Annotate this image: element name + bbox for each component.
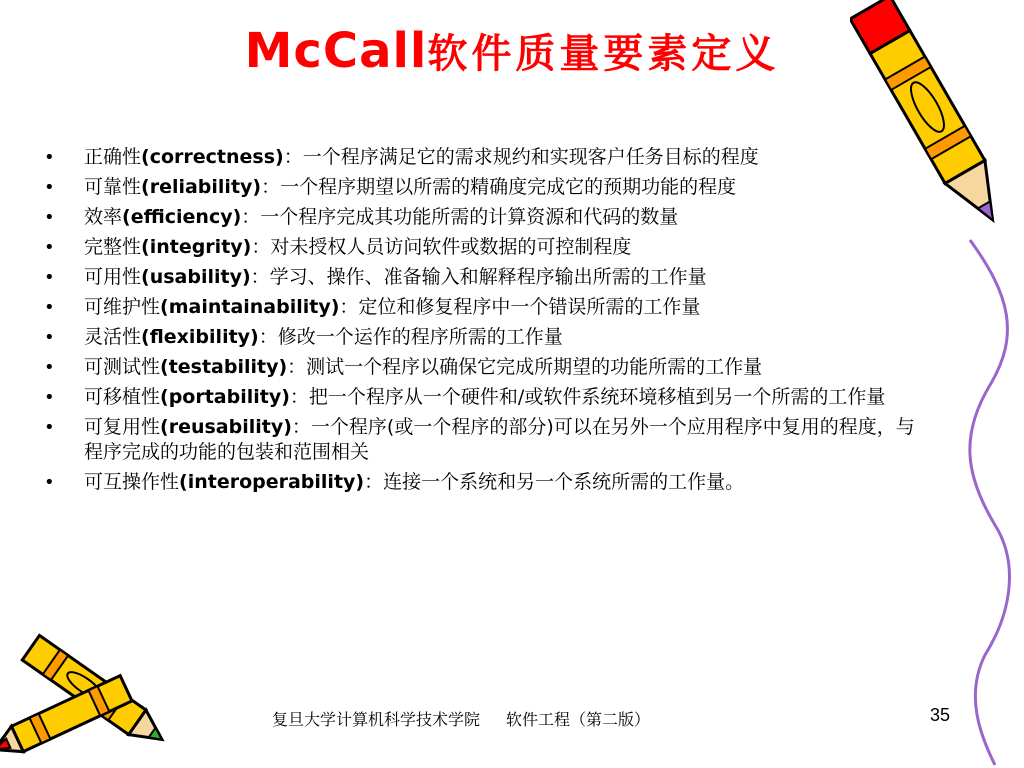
factor-zh: 可用性 [84,266,142,288]
factor-desc: ：连接一个系统和另一个系统所需的工作量。 [364,471,745,493]
factor-en: (flexibility) [141,326,259,348]
title-cjk: 软件质量要素定义 [427,31,780,77]
crayons-bottom-left-icon [0,620,180,768]
list-item [44,355,924,380]
crayon-top-right-icon [850,0,1020,250]
factor-zh: 正确性 [84,146,142,168]
title-latin: McCall [244,23,428,79]
factor-zh: 效率 [84,206,123,228]
bullet-icon: • [44,237,55,258]
factor-en: (reusability) [160,416,292,438]
bullet-icon: • [44,327,55,348]
list-item [44,175,924,200]
factor-en: (testability) [160,356,288,378]
page-number: 35 [930,705,951,725]
factor-desc: ：把一个程序从一个硬件和/或软件系统环境移植到另一个所需的工作量 [289,386,886,408]
list-item [44,145,924,170]
factor-en: (usability) [141,266,251,288]
list-item [44,385,924,410]
factor-zh: 完整性 [84,236,142,258]
factor-zh: 可移植性 [84,386,161,408]
wavy-line-icon [950,235,1024,768]
bullet-icon: • [44,297,55,318]
factor-desc: ：一个程序期望以所需的精确度完成它的预期功能的程度 [261,176,737,198]
factor-zh: 可维护性 [84,296,161,318]
factor-en: (maintainability) [160,296,340,318]
factor-desc: ：对未授权人员访问软件或数据的可控制程度 [251,236,632,258]
bullet-icon: • [44,207,55,228]
factor-zh: 可复用性 [84,416,161,438]
quality-factor-list [44,145,924,500]
factor-desc: ：一个程序(或一个程序的部分)可以在另外一个应用程序中复用的程度，与程序完成的功能的包装和范围相关 [84,416,915,463]
bullet-icon: • [44,147,55,168]
bullet-icon: • [44,417,55,438]
factor-desc: ：一个程序完成其功能所需的计算资源和代码的数量 [241,206,679,228]
factor-en: (integrity) [141,236,252,258]
list-item [44,205,924,230]
footer [272,707,650,730]
factor-zh: 可互操作性 [84,471,180,493]
factor-zh: 可靠性 [84,176,142,198]
factor-en: (interoperability) [179,471,365,493]
list-item [44,325,924,350]
factor-en: (efficiency) [122,206,242,228]
list-item [44,470,924,495]
footer-institution: 复旦大学计算机科学技术学院 [272,710,481,729]
list-item [44,295,924,320]
bullet-icon: • [44,177,55,198]
factor-en: (correctness) [141,146,284,168]
bullet-icon: • [44,472,55,493]
list-item [44,265,924,290]
factor-zh: 可测试性 [84,356,161,378]
footer-course: 软件工程（第二版） [506,710,651,729]
bullet-icon: • [44,267,55,288]
list-item [44,415,924,465]
factor-desc: ：测试一个程序以确保它完成所期望的功能所需的工作量 [287,356,763,378]
factor-en: (reliability) [141,176,262,198]
factor-desc: ：定位和修复程序中一个错误所需的工作量 [339,296,701,318]
list-item [44,235,924,260]
factor-desc: ：学习、操作、准备输入和解释程序输出所需的工作量 [250,266,707,288]
bullet-icon: • [44,387,55,408]
factor-desc: ：一个程序满足它的需求规约和实现客户任务目标的程度 [283,146,759,168]
factor-zh: 灵活性 [84,326,142,348]
factor-en: (portability) [160,386,290,408]
bullet-icon: • [44,357,55,378]
factor-desc: ：修改一个运作的程序所需的工作量 [258,326,563,348]
